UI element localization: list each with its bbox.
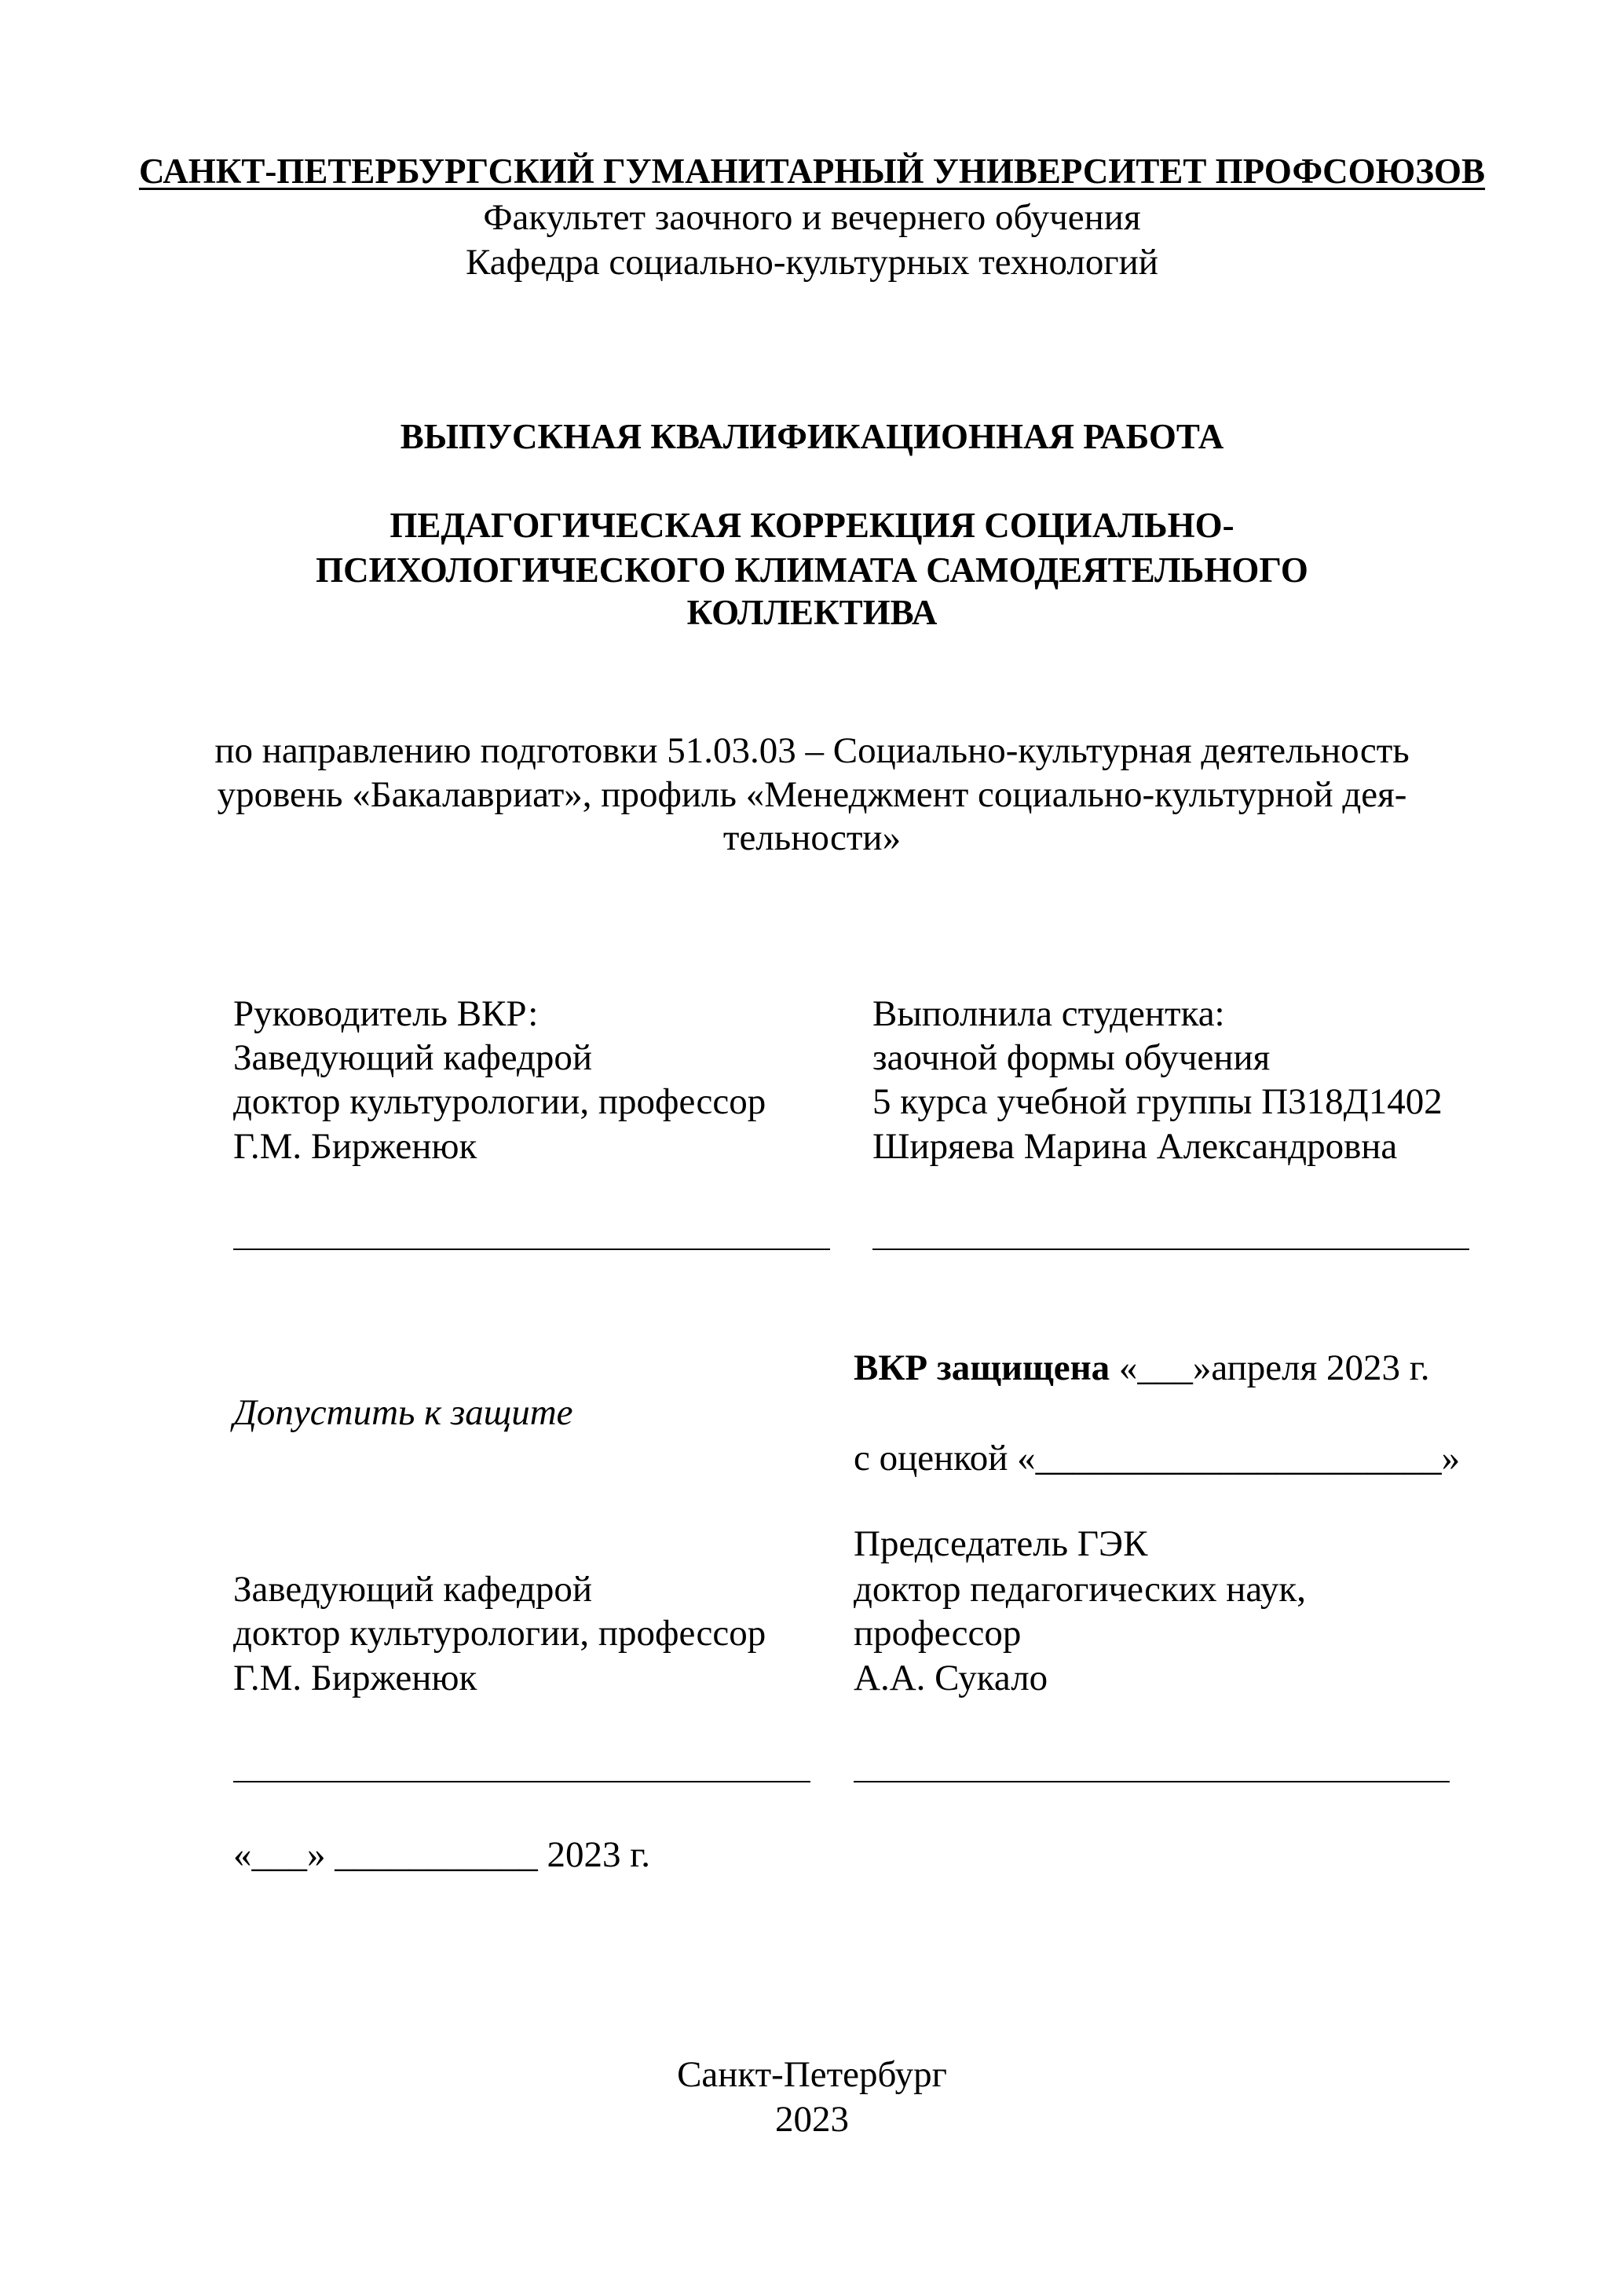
thesis-title-line: КОЛЛЕКТИВА (686, 593, 938, 632)
student-signature-line (872, 1249, 1469, 1250)
direction-line: уровень «Бакалавриат», профиль «Менеджмент социально-культурной дея- (217, 774, 1407, 815)
thesis-title-line: ПСИХОЛОГИЧЕСКОГО КЛИМАТА САМОДЕЯТЕЛЬНОГО (316, 550, 1308, 590)
defense-label: ВКР защищена (854, 1347, 1110, 1388)
city: Санкт-Петербург (677, 2054, 947, 2095)
department-name: Кафедра социально-культурных технологий (466, 242, 1158, 283)
faculty-name: Факультет заочного и вечернего обучения (483, 197, 1141, 238)
grade-line (854, 1440, 1460, 1477)
direction-line: тельности» (722, 817, 902, 858)
university-name: САНКТ-ПЕТЕРБУРГСКИЙ ГУМАНИТАРНЫЙ УНИВЕРСИТЕТ ПРОФСОЮЗОВ (138, 152, 1486, 191)
supervisor-line: Г.М. Бирженюк (233, 1126, 477, 1167)
student-line: Выполнила студентка: (872, 993, 1225, 1034)
supervisor-line: Заведующий кафедрой (233, 1037, 593, 1078)
student-line: заочной формы обучения (872, 1037, 1271, 1078)
head-signature-line (233, 1781, 810, 1782)
grade-blank: ______________________ (1035, 1438, 1442, 1479)
admission-date: «___» ___________ 2023 г. (233, 1834, 650, 1875)
defense-date: «___»апреля 2023 г. (1110, 1347, 1430, 1388)
head-line: Заведующий кафедрой (233, 1569, 593, 1610)
defense-status (854, 1347, 1430, 1388)
supervisor-line: доктор культурологии, профессор (233, 1081, 766, 1122)
supervisor-signature-line (233, 1249, 830, 1250)
student-line: 5 курса учебной группы П318Д1402 (872, 1081, 1443, 1122)
thesis-title-line: ПЕДАГОГИЧЕСКАЯ КОРРЕКЦИЯ СОЦИАЛЬНО- (390, 506, 1234, 545)
chairman-line: доктор педагогических наук, (854, 1569, 1306, 1610)
supervisor-line: Руководитель ВКР: (233, 993, 539, 1034)
chairman-line: профессор (854, 1613, 1022, 1654)
direction-line: по направлению подготовки 51.03.03 – Социально-культурная деятельность (214, 730, 1410, 771)
chairman-line: Председатель ГЭК (854, 1523, 1148, 1564)
student-line: Ширяева Марина Александровна (872, 1126, 1398, 1167)
year: 2023 (775, 2099, 849, 2140)
work-type: ВЫПУСКНАЯ КВАЛИФИКАЦИОННАЯ РАБОТА (400, 417, 1224, 456)
chairman-signature-line (854, 1781, 1450, 1782)
grade-suffix: » (1441, 1438, 1461, 1479)
chairman-line: А.А. Сукало (854, 1658, 1048, 1698)
head-line: Г.М. Бирженюк (233, 1658, 477, 1698)
grade-prefix: с оценкой « (854, 1438, 1036, 1479)
head-line: доктор культурологии, профессор (233, 1613, 766, 1654)
admit-to-defense: Допустить к защите (233, 1392, 573, 1433)
